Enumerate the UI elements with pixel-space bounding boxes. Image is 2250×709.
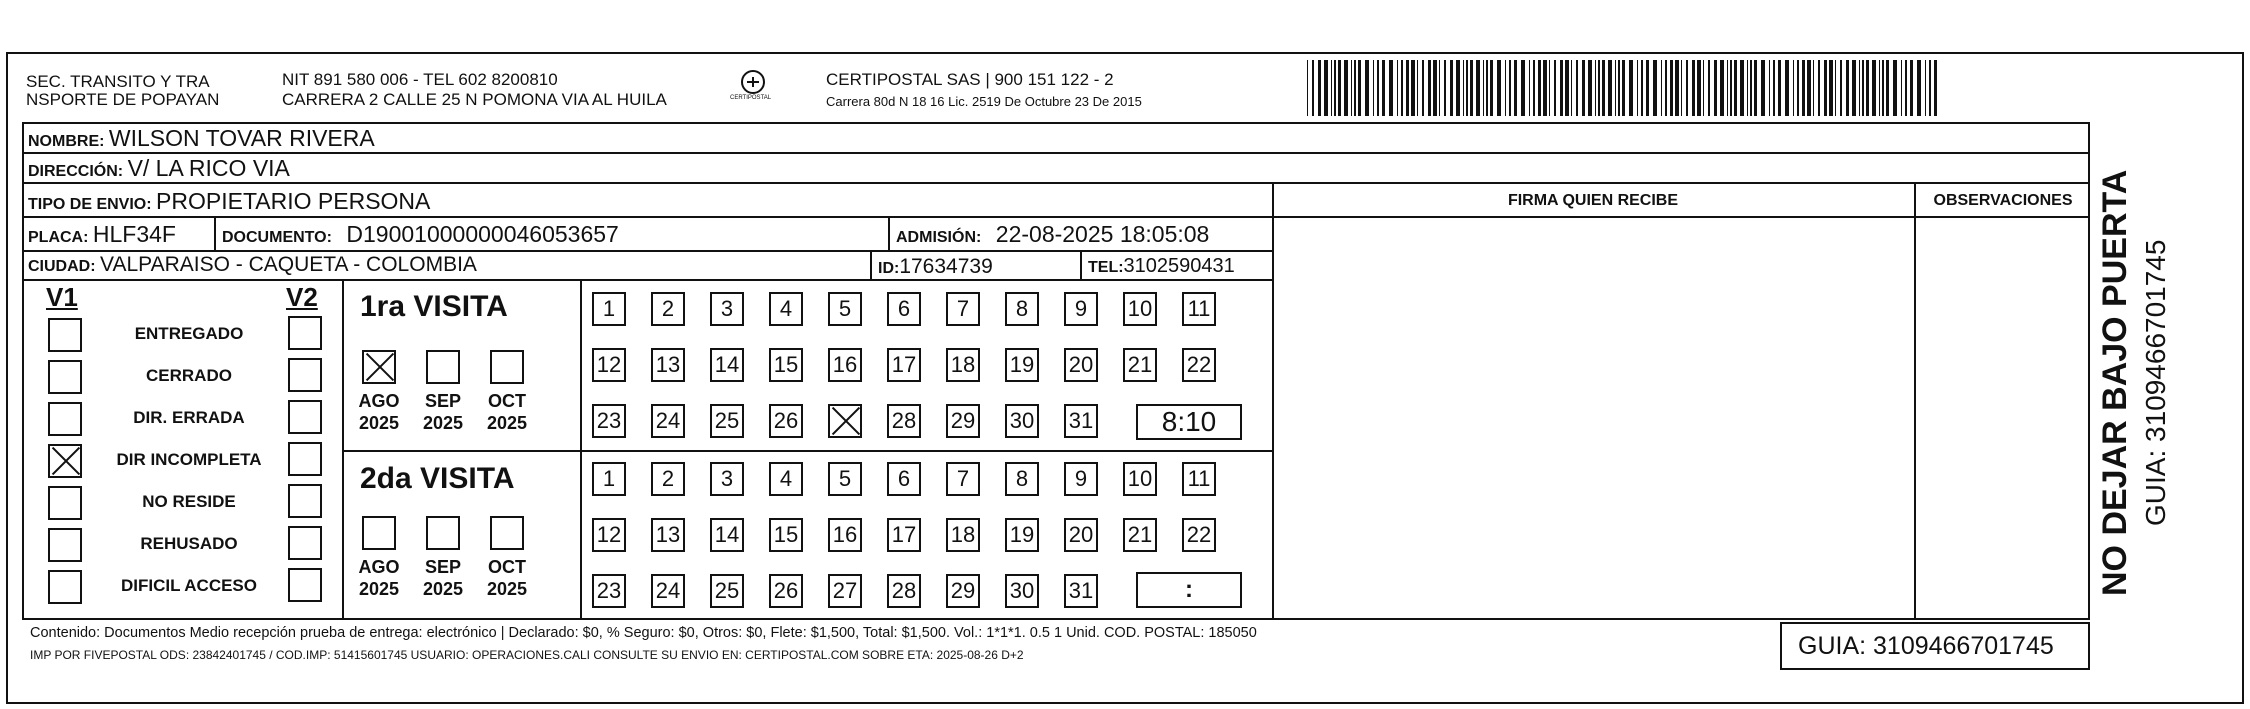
day-box[interactable]: 12: [592, 348, 626, 382]
observaciones-label: OBSERVACIONES: [1933, 192, 2073, 209]
barcode-bar: [1778, 60, 1781, 116]
day-box[interactable]: 15: [769, 518, 803, 552]
barcode-bar: [1886, 60, 1889, 116]
v2-checkbox[interactable]: [288, 400, 322, 434]
barcode-bar: [1665, 60, 1667, 116]
barcode-bar: [1456, 60, 1460, 116]
month-label: OCT: [488, 557, 526, 577]
day-box[interactable]: 10: [1123, 292, 1157, 326]
day-box[interactable]: 8: [1005, 292, 1039, 326]
day-box[interactable]: 23: [592, 574, 626, 608]
barcode-bar: [1312, 60, 1314, 116]
barcode-bar: [1450, 60, 1453, 116]
barcode-bar: [1824, 60, 1827, 116]
day-box[interactable]: 16: [828, 518, 862, 552]
tipo-envio-value: PROPIETARIO PERSONA: [156, 188, 431, 214]
day-box[interactable]: 20: [1064, 518, 1098, 552]
address-line: CARRERA 2 CALLE 25 N POMONA VIA AL HUILA: [282, 90, 667, 109]
v1-label: V1: [46, 282, 78, 312]
courier-line-2: Carrera 80d N 18 16 Lic. 2519 De Octubre 23 De 2015: [826, 94, 1142, 109]
barcode-bar: [1905, 60, 1907, 116]
day-box[interactable]: 7: [946, 292, 980, 326]
v1-checkbox[interactable]: [48, 570, 82, 604]
barcode-bar: [1747, 60, 1748, 116]
day-box[interactable]: 31: [1064, 404, 1098, 438]
v2-checkbox[interactable]: [288, 484, 322, 518]
barcode-bar: [1818, 60, 1820, 116]
month-label: SEP: [424, 557, 462, 577]
barcode-bar: [1708, 60, 1710, 116]
day-box[interactable]: 22: [1182, 348, 1216, 382]
month-checkbox[interactable]: [490, 350, 524, 384]
day-box[interactable]: 24: [651, 404, 685, 438]
barcode-bar: [1882, 60, 1884, 116]
barcode-bar: [1714, 60, 1717, 116]
day-box[interactable]: 8: [1005, 462, 1039, 496]
barcode-bar: [1549, 60, 1550, 116]
barcode-bar: [1505, 60, 1506, 116]
day-box[interactable]: 1: [592, 292, 626, 326]
barcode-bar: [1703, 60, 1704, 116]
barcode-bar: [1879, 60, 1880, 116]
barcode-bar: [1382, 60, 1385, 116]
barcode-bar: [1925, 60, 1926, 116]
visit2-time: :: [1185, 576, 1193, 603]
day-box[interactable]: 14: [710, 348, 744, 382]
courier-line-1: CERTIPOSTAL SAS | 900 151 122 - 2: [826, 70, 1114, 89]
tipo-envio-label: TIPO DE ENVIO:: [28, 196, 152, 213]
barcode-bar: [1428, 60, 1431, 116]
day-box[interactable]: 10: [1123, 462, 1157, 496]
day-box[interactable]: 13: [651, 348, 685, 382]
barcode-bar: [1344, 60, 1348, 116]
barcode-bar: [1588, 60, 1592, 116]
visit2-time-box[interactable]: [1136, 572, 1242, 608]
day-box[interactable]: 27: [828, 574, 862, 608]
month-year: 2025: [358, 579, 400, 599]
barcode-bar: [1813, 60, 1814, 116]
id-value: 17634739: [899, 255, 993, 278]
barcode-bar: [1565, 60, 1569, 116]
admision-value: 22-08-2025 18:05:08: [995, 221, 1210, 247]
barcode-bar: [1829, 60, 1833, 116]
barcode-bar: [1514, 60, 1517, 116]
barcode-bar: [1622, 60, 1625, 116]
reason-label: DIR INCOMPLETA: [116, 450, 262, 469]
barcode-bar: [1852, 60, 1856, 116]
barcode-bar: [1846, 60, 1849, 116]
observaciones-area[interactable]: [1916, 218, 2088, 618]
day-box[interactable]: 22: [1182, 518, 1216, 552]
barcode-bar: [1629, 60, 1633, 116]
day-box[interactable]: 29: [946, 404, 980, 438]
month-year: 2025: [486, 413, 528, 433]
barcode-bar: [1490, 60, 1493, 116]
visit2-title: 2da VISITA: [360, 462, 515, 495]
reason-label: DIR. ERRADA: [133, 408, 245, 427]
day-box[interactable]: 20: [1064, 348, 1098, 382]
day-box[interactable]: 13: [651, 518, 685, 552]
footer-guia: GUIA: 3109466701745: [1798, 632, 2054, 660]
barcode-bar: [1686, 60, 1688, 116]
barcode-bar: [1734, 60, 1737, 116]
barcode-bar: [1595, 60, 1596, 116]
month-year: 2025: [486, 579, 528, 599]
barcode-bar: [1681, 60, 1682, 116]
day-box[interactable]: 17: [887, 348, 921, 382]
month-year: 2025: [358, 413, 400, 433]
barcode-bar: [1538, 60, 1541, 116]
barcode-bar: [1862, 60, 1864, 116]
placa-label: PLACA:: [28, 229, 89, 246]
placa-value: HLF34F: [92, 221, 176, 247]
v1-checkbox[interactable]: [48, 528, 82, 562]
reason-label: CERRADO: [146, 366, 232, 385]
month-checkbox[interactable]: [426, 516, 460, 550]
barcode: [1305, 60, 1940, 118]
month-label: AGO: [358, 557, 400, 577]
barcode-bar: [1893, 60, 1897, 116]
barcode-bar: [1373, 60, 1374, 116]
barcode-bar: [1509, 60, 1511, 116]
v1-checkbox[interactable]: [48, 444, 82, 478]
barcode-bar: [1486, 60, 1488, 116]
barcode-bar: [1773, 60, 1775, 116]
barcode-bar: [1521, 60, 1525, 116]
barcode-bar: [1439, 60, 1440, 116]
side-guia: GUIA: 3109466701745: [2140, 239, 2171, 526]
side-warning: NO DEJAR BAJO PUERTA: [2096, 169, 2134, 596]
barcode-bar: [1358, 60, 1361, 116]
barcode-bar: [1802, 60, 1805, 116]
ciudad-value: VALPARAISO - CAQUETA - COLOMBIA: [100, 253, 477, 276]
barcode-bar: [1401, 60, 1403, 116]
barcode-bar: [1351, 60, 1352, 116]
barcode-bar: [1859, 60, 1860, 116]
barcode-bar: [1750, 60, 1752, 116]
day-box[interactable]: 30: [1005, 404, 1039, 438]
documento-label: DOCUMENTO:: [222, 229, 332, 246]
barcode-bar: [1324, 60, 1328, 116]
courier-logo-text: CERTIPOSTAL: [730, 95, 772, 101]
firma-label: FIRMA QUIEN RECIBE: [1507, 192, 1679, 209]
day-box[interactable]: 26: [769, 574, 803, 608]
barcode-bar: [1618, 60, 1620, 116]
barcode-bar: [1571, 60, 1572, 116]
reason-label: REHUSADO: [140, 534, 238, 553]
barcode-bar: [1307, 60, 1308, 116]
reason-label: ENTREGADO: [134, 324, 244, 343]
day-box[interactable]: 4: [769, 292, 803, 326]
visit1-time-box[interactable]: [1136, 404, 1242, 440]
footer-line-2: IMP POR FIVEPOSTAL ODS: 23842401745 / COD.IMP: 51415601745 USUARIO: OPERACIONES.CALI CONSULTE SU ENVIO EN: CERTIPOSTAL.COM SOBRE ETA: 2025-08-26 D+2: [30, 648, 1024, 662]
barcode-bar: [1417, 60, 1418, 116]
ciudad-label: CIUDAD:: [28, 258, 96, 275]
month-year: 2025: [422, 413, 464, 433]
day-box[interactable]: 31: [1064, 574, 1098, 608]
nombre-value: WILSON TOVAR RIVERA: [108, 125, 375, 151]
admision-label: ADMISIÓN:: [896, 229, 982, 246]
reason-label: DIFICIL ACCESO: [120, 576, 257, 595]
barcode-bar: [1554, 60, 1556, 116]
barcode-bar: [1334, 60, 1336, 116]
day-box[interactable]: 2: [651, 292, 685, 326]
day-box[interactable]: 5: [828, 462, 862, 496]
barcode-bar: [1598, 60, 1600, 116]
barcode-bar: [1866, 60, 1869, 116]
barcode-bar: [1497, 60, 1501, 116]
v2-label: V2: [286, 282, 318, 312]
month-label: OCT: [488, 391, 526, 411]
barcode-bar: [1653, 60, 1657, 116]
barcode-bar: [1840, 60, 1842, 116]
firma-area[interactable]: [1274, 218, 1912, 618]
month-year: 2025: [422, 579, 464, 599]
day-box[interactable]: 14: [710, 518, 744, 552]
day-box[interactable]: 2: [651, 462, 685, 496]
day-box[interactable]: 25: [710, 574, 744, 608]
barcode-bar: [1661, 60, 1662, 116]
day-box[interactable]: 25: [710, 404, 744, 438]
day-box[interactable]: 6: [887, 462, 921, 496]
barcode-bar: [1483, 60, 1484, 116]
barcode-bar: [1331, 60, 1332, 116]
barcode-bar: [1697, 60, 1701, 116]
v1-checkbox[interactable]: [48, 402, 82, 436]
reason-label: NO RESIDE: [142, 492, 236, 511]
barcode-bar: [1389, 60, 1393, 116]
day-box[interactable]: 3: [710, 462, 744, 496]
barcode-bar: [1675, 60, 1679, 116]
month-label: AGO: [358, 391, 400, 411]
day-box[interactable]: 11: [1182, 462, 1216, 496]
barcode-bar: [1411, 60, 1415, 116]
day-box[interactable]: 23: [592, 404, 626, 438]
tel-label: TEL:: [1088, 259, 1124, 276]
barcode-bar: [1422, 60, 1424, 116]
day-box[interactable]: 18: [946, 518, 980, 552]
day-box[interactable]: 21: [1123, 348, 1157, 382]
day-box[interactable]: 9: [1064, 292, 1098, 326]
v1-checkbox[interactable]: [48, 360, 82, 394]
v2-checkbox[interactable]: [288, 316, 322, 350]
barcode-bar: [1406, 60, 1409, 116]
barcode-bar: [1730, 60, 1732, 116]
month-checkbox[interactable]: [362, 350, 396, 384]
day-box[interactable]: 12: [592, 518, 626, 552]
barcode-bar: [1560, 60, 1563, 116]
day-box[interactable]: 19: [1005, 348, 1039, 382]
barcode-bar: [1576, 60, 1578, 116]
barcode-bar: [1720, 60, 1724, 116]
day-box[interactable]: 18: [946, 348, 980, 382]
footer-line-1: Contenido: Documentos Medio recepción prueba de entrega: electrónico | Declarado: $0, % Seguro: $0, Otros: $0, Flete: $1,500, Total: $1,500. Vol.: 1*1*1. 0.5 1 Unid. COD. POSTAL: 185050: [30, 625, 1257, 641]
barcode-bar: [1901, 60, 1902, 116]
barcode-bar: [1433, 60, 1437, 116]
barcode-bar: [1637, 60, 1638, 116]
barcode-bar: [1761, 60, 1765, 116]
day-box[interactable]: 5: [828, 292, 862, 326]
nit-line: NIT 891 580 006 - TEL 602 8200810: [282, 70, 558, 89]
courier-logo-icon: [738, 68, 768, 98]
day-box[interactable]: 28: [887, 574, 921, 608]
barcode-bar: [1463, 60, 1464, 116]
barcode-bar: [1377, 60, 1379, 116]
barcode-bar: [1365, 60, 1369, 116]
barcode-bar: [1529, 60, 1530, 116]
tel-value: 3102590431: [1123, 255, 1235, 277]
day-box[interactable]: 29: [946, 574, 980, 608]
day-box[interactable]: 30: [1005, 574, 1039, 608]
direccion-label: DIRECCIÓN:: [28, 163, 124, 180]
day-box[interactable]: 15: [769, 348, 803, 382]
barcode-bar: [1338, 60, 1341, 116]
org-line-1: SEC. TRANSITO Y TRA: [26, 72, 210, 91]
barcode-bar: [1797, 60, 1799, 116]
barcode-bar: [1769, 60, 1770, 116]
barcode-bar: [1466, 60, 1468, 116]
barcode-bar: [1533, 60, 1535, 116]
day-box[interactable]: 1: [592, 462, 626, 496]
barcode-bar: [1543, 60, 1547, 116]
barcode-bar: [1910, 60, 1913, 116]
day-box[interactable]: 17: [887, 518, 921, 552]
day-box-checked[interactable]: [828, 404, 862, 438]
v2-checkbox[interactable]: [288, 358, 322, 392]
visit1-title: 1ra VISITA: [360, 290, 508, 323]
v2-checkbox[interactable]: [288, 568, 322, 602]
day-box[interactable]: 11: [1182, 292, 1216, 326]
month-checkbox[interactable]: [490, 516, 524, 550]
day-box[interactable]: 26: [769, 404, 803, 438]
barcode-bar: [1785, 60, 1789, 116]
barcode-bar: [1582, 60, 1585, 116]
barcode-bar: [1872, 60, 1876, 116]
barcode-bar: [1727, 60, 1728, 116]
day-box[interactable]: 6: [887, 292, 921, 326]
barcode-bar: [1444, 60, 1446, 116]
month-checkbox[interactable]: [362, 516, 396, 550]
day-box[interactable]: 3: [710, 292, 744, 326]
month-checkbox[interactable]: [426, 350, 460, 384]
barcode-bar: [1807, 60, 1811, 116]
nombre-label: NOMBRE:: [28, 133, 105, 150]
v1-checkbox[interactable]: [48, 318, 82, 352]
day-box[interactable]: 9: [1064, 462, 1098, 496]
barcode-bar: [1470, 60, 1473, 116]
v1-checkbox[interactable]: [48, 486, 82, 520]
barcode-bar: [1692, 60, 1695, 116]
v2-checkbox[interactable]: [288, 442, 322, 476]
barcode-bar: [1835, 60, 1836, 116]
day-box[interactable]: 7: [946, 462, 980, 496]
barcode-bar: [1476, 60, 1480, 116]
barcode-bar: [1929, 60, 1931, 116]
visit1-time: 8:10: [1161, 406, 1217, 437]
month-label: SEP: [424, 391, 462, 411]
day-box[interactable]: 28: [887, 404, 921, 438]
barcode-bar: [1354, 60, 1356, 116]
barcode-bar: [1670, 60, 1673, 116]
barcode-bar: [1740, 60, 1744, 116]
id-label: ID:: [878, 260, 900, 277]
barcode-bar: [1602, 60, 1605, 116]
day-box[interactable]: 4: [769, 462, 803, 496]
barcode-bar: [1397, 60, 1398, 116]
barcode-bar: [1793, 60, 1794, 116]
day-box[interactable]: 16: [828, 348, 862, 382]
barcode-bar: [1641, 60, 1643, 116]
barcode-bar: [1318, 60, 1321, 116]
day-box[interactable]: 19: [1005, 518, 1039, 552]
barcode-bar: [1754, 60, 1757, 116]
barcode-bar: [1608, 60, 1612, 116]
barcode-bar: [1917, 60, 1921, 116]
barcode-bar: [1934, 60, 1937, 116]
day-box[interactable]: 24: [651, 574, 685, 608]
barcode-bar: [1646, 60, 1649, 116]
documento-value: D19001000000046053657: [346, 221, 619, 247]
v2-checkbox[interactable]: [288, 526, 322, 560]
barcode-bar: [1615, 60, 1616, 116]
day-box[interactable]: 21: [1123, 518, 1157, 552]
org-line-2: NSPORTE DE POPAYAN: [26, 90, 220, 109]
direccion-value: V/ LA RICO VIA: [127, 155, 290, 181]
